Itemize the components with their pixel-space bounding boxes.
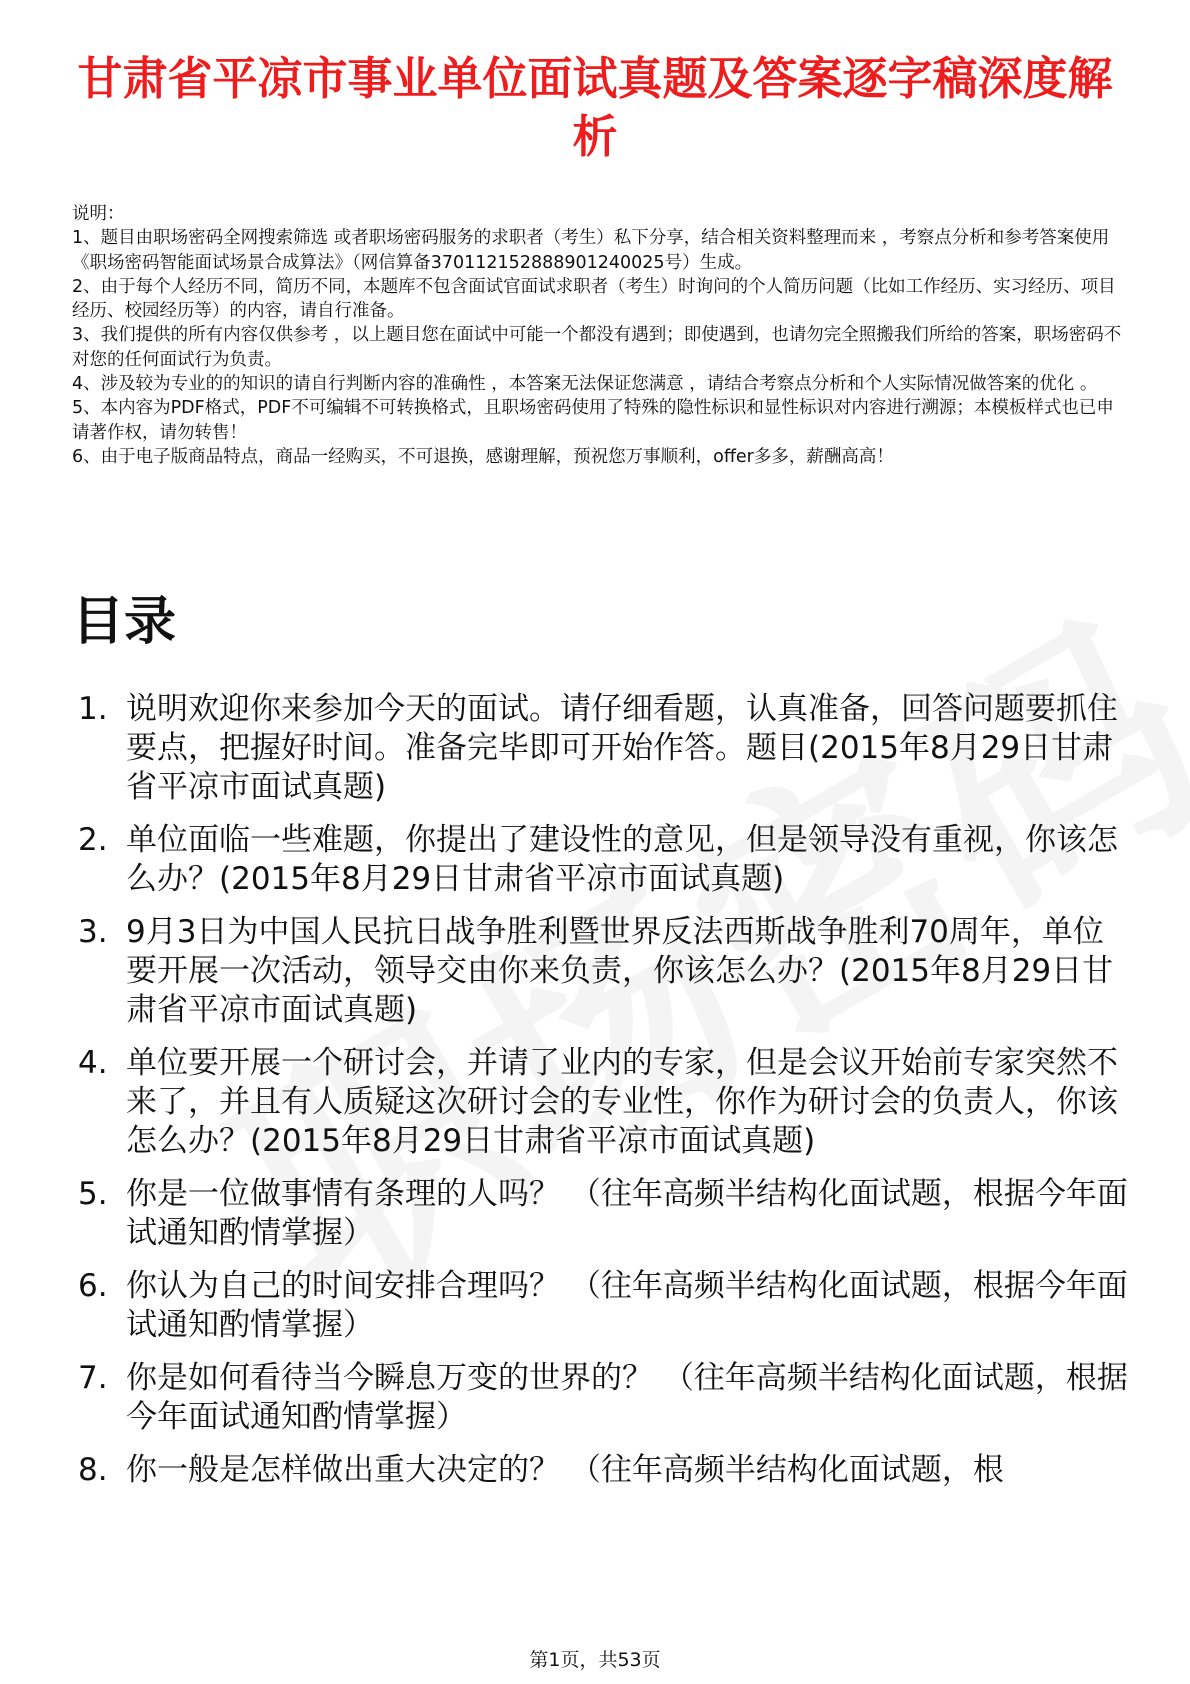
toc-item[interactable] [78, 821, 1128, 899]
toc-item-number: 2. [78, 822, 108, 858]
note-item: 5、本内容为PDF格式，PDF不可编辑不可转换格式，且职场密码使用了特殊的隐性标识和显性标识对内容进行溯源；本模板样式也已申请著作权，请勿转售！ [72, 398, 1114, 443]
toc-item-text: 你是一位做事情有条理的人吗？ （往年高频半结构化面试题，根据今年面试通知酌情掌握） [126, 1176, 1128, 1251]
toc-item[interactable] [78, 1359, 1128, 1437]
toc-item-text: 9月3日为中国人民抗日战争胜利暨世界反法西斯战争胜利70周年，单位要开展一次活动，领导交由你来负责，你该怎么办？(2015年8月29日甘肃省平凉市面试真题) [126, 914, 1114, 1028]
note-item: 6、由于电子版商品特点，商品一经购买，不可退换，感谢理解，预祝您万事顺利，offer多多，薪酬高高！ [72, 446, 894, 467]
note-item: 2、由于每个人经历不同，简历不同，本题库不包含面试官面试求职者（考生）时询问的个人简历问题（比如工作经历、实习经历、项目经历、校园经历等）的内容，请自行准备。 [72, 276, 1116, 322]
toc-item-number: 5. [78, 1176, 108, 1212]
toc-item-text: 说明欢迎你来参加今天的面试。请仔细看题，认真准备，回答问题要抓住要点，把握好时间。准备完毕即可开始作答。题目(2015年8月29日甘肃省平凉市面试真题) [126, 691, 1118, 805]
toc-list [78, 690, 1128, 1504]
document-title: 甘肃省平凉市事业单位面试真题及答案逐字稿深度解析 [77, 52, 1113, 163]
toc-item[interactable] [78, 1267, 1128, 1345]
toc-item[interactable] [78, 690, 1128, 807]
toc-item-number: 7. [78, 1360, 108, 1396]
toc-item-text: 单位要开展一个研讨会，并请了业内的专家，但是会议开始前专家突然不来了，并且有人质疑这次研讨会的专业性，你作为研讨会的负责人，你该怎么办？(2015年8月29日甘肃省平凉市面试真题) [126, 1045, 1118, 1159]
toc-item-text: 你是如何看待当今瞬息万变的世界的？ （往年高频半结构化面试题，根据今年面试通知酌情掌握） [126, 1360, 1128, 1435]
toc-item-number: 8. [78, 1452, 108, 1488]
note-item: 4、涉及较为专业的的知识的请自行判断内容的准确性 ，本答案无法保证您满意 ，请结合考察点分析和个人实际情况做答案的优化 。 [72, 374, 1098, 395]
notes-heading: 说明： [72, 204, 125, 224]
toc-item-number: 1. [78, 691, 108, 727]
page-footer: 第1页，共53页 [529, 1649, 661, 1671]
toc-item-number: 3. [78, 914, 108, 950]
toc-item-text: 单位面临一些难题，你提出了建设性的意见，但是领导没有重视，你该怎么办？(2015年8月29日甘肃省平凉市面试真题) [126, 822, 1118, 897]
notes-section [72, 202, 1122, 469]
toc-heading: 目录 [72, 592, 177, 652]
toc-item-text: 你一般是怎样做出重大决定的？ （往年高频半结构化面试题，根 [126, 1452, 1004, 1488]
toc-item-text: 你认为自己的时间安排合理吗？ （往年高频半结构化面试题，根据今年面试通知酌情掌握） [126, 1268, 1128, 1343]
toc-item[interactable] [78, 1175, 1128, 1253]
note-item: 1、题目由职场密码全网搜索筛选 或者职场密码服务的求职者（考生）私下分享，结合相关资料整理而来 ，考察点分析和参考答案使用《职场密码智能面试场景合成算法》（网信算备370112152888901240025号）生成。 [72, 228, 1110, 273]
toc-item[interactable] [78, 1044, 1128, 1161]
toc-item-number: 4. [78, 1045, 108, 1081]
toc-item[interactable] [78, 913, 1128, 1030]
toc-item[interactable] [78, 1451, 1128, 1490]
toc-item-number: 6. [78, 1268, 108, 1304]
note-item: 3、我们提供的所有内容仅供参考 ，以上题目您在面试中可能一个都没有遇到；即使遇到，也请勿完全照搬我们所给的答案，职场密码不对您的任何面试行为负责。 [72, 325, 1122, 370]
